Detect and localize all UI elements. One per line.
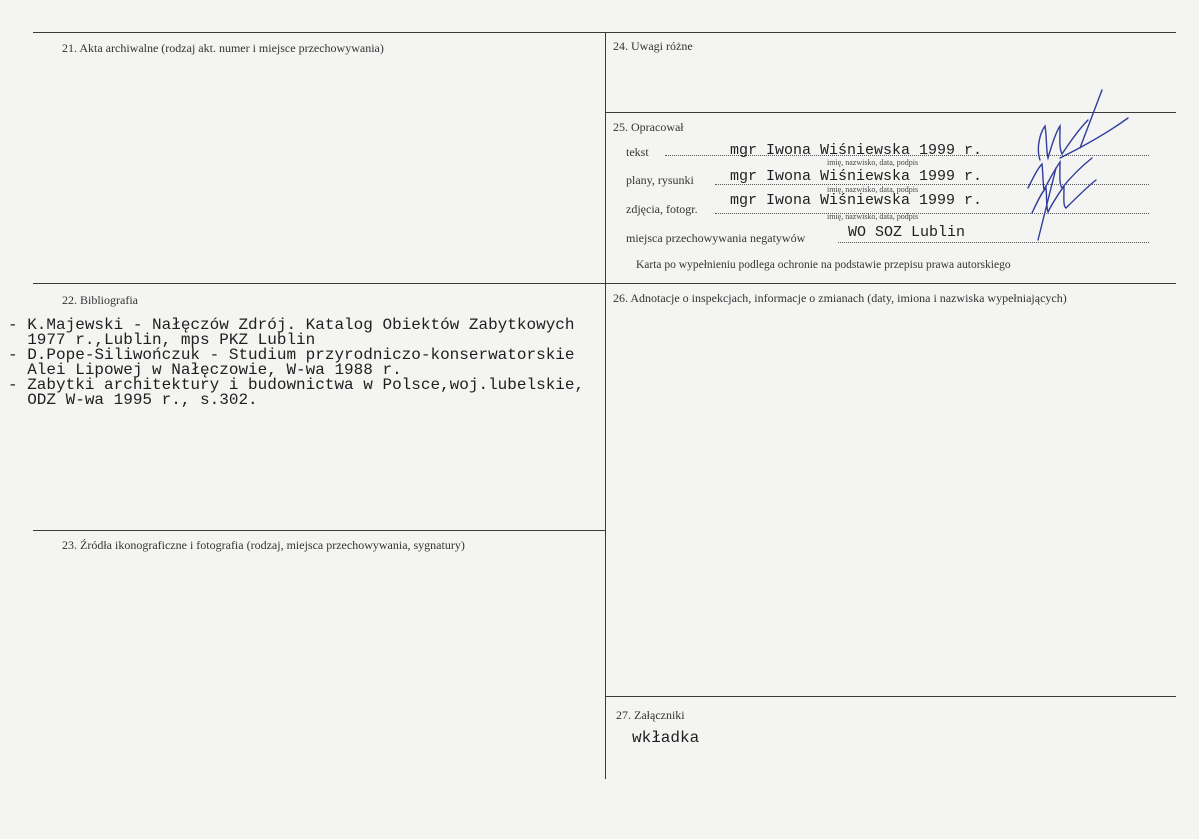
row-zdjecia-label: zdjęcia, fotogr. bbox=[626, 202, 698, 216]
row-plany-label: plany, rysunki bbox=[626, 173, 694, 187]
row-zdjecia-hint: imię, nazwisko, data, podpis bbox=[827, 212, 919, 221]
section-23-label: 23. Źródła ikonograficzne i fotografia (rodzaj, miejsca przechowywania, sygnatury) bbox=[62, 538, 465, 552]
rule-21-22 bbox=[33, 283, 605, 284]
bibliography-line: - K.Majewski - Nałęczów Zdrój. Katalog Obiektów Zabytkowych bbox=[8, 316, 575, 334]
section-26-label: 26. Adnotacje o inspekcjach, informacje o zmianach (daty, imiona i nazwiska wypełniających) bbox=[613, 291, 1067, 305]
rule-26-27 bbox=[605, 696, 1176, 697]
section-21-label: 21. Akta archiwalne (rodzaj akt. numer i miejsce przechowywania) bbox=[62, 41, 384, 55]
section-22-label: 22. Bibliografia bbox=[62, 293, 138, 307]
bibliography-line: Alei Lipowej w Nałęczowie, W-wa 1988 r. bbox=[8, 361, 402, 379]
negatives-value: WO SOZ Lublin bbox=[848, 224, 966, 241]
bibliography-list bbox=[8, 318, 584, 408]
bibliography-line: - D.Pope-Siliwończuk - Studium przyrodniczo-konserwatorskie bbox=[8, 346, 575, 364]
row-zdjecia-value: mgr Iwona Wiśniewska 1999 r. bbox=[730, 192, 983, 209]
row-tekst-value: mgr Iwona Wiśniewska 1999 r. bbox=[730, 142, 983, 159]
bibliography-line: 1977 r.,Lublin, mps PKZ Lublin bbox=[8, 331, 316, 349]
row-plany-value: mgr Iwona Wiśniewska 1999 r. bbox=[730, 168, 983, 185]
row-tekst-hint: imię, nazwisko, data, podpis bbox=[827, 158, 919, 167]
copyright-note: Karta po wypełnieniu podlega ochronie na podstawie przepisu prawa autorskiego bbox=[636, 259, 1011, 271]
bibliography-line: - Zabytki architektury i budownictwa w Polsce,woj.lubelskie, bbox=[8, 376, 585, 394]
attachments-value: wkładka bbox=[632, 729, 700, 747]
column-divider bbox=[605, 32, 606, 779]
bibliography-line: ODZ W-wa 1995 r., s.302. bbox=[8, 391, 258, 409]
negatives-label: miejsca przechowywania negatywów bbox=[626, 231, 806, 245]
rule-22-23 bbox=[33, 530, 605, 531]
section-24-label: 24. Uwagi różne bbox=[613, 39, 693, 53]
section-25-label: 25. Opracował bbox=[613, 120, 684, 134]
row-plany-hint: imię, nazwisko, data, podpis bbox=[827, 185, 919, 194]
section-27-label: 27. Załączniki bbox=[616, 708, 685, 722]
row-tekst-label: tekst bbox=[626, 145, 649, 159]
rule-25-26 bbox=[605, 283, 1176, 284]
signature-icon bbox=[1010, 88, 1160, 248]
